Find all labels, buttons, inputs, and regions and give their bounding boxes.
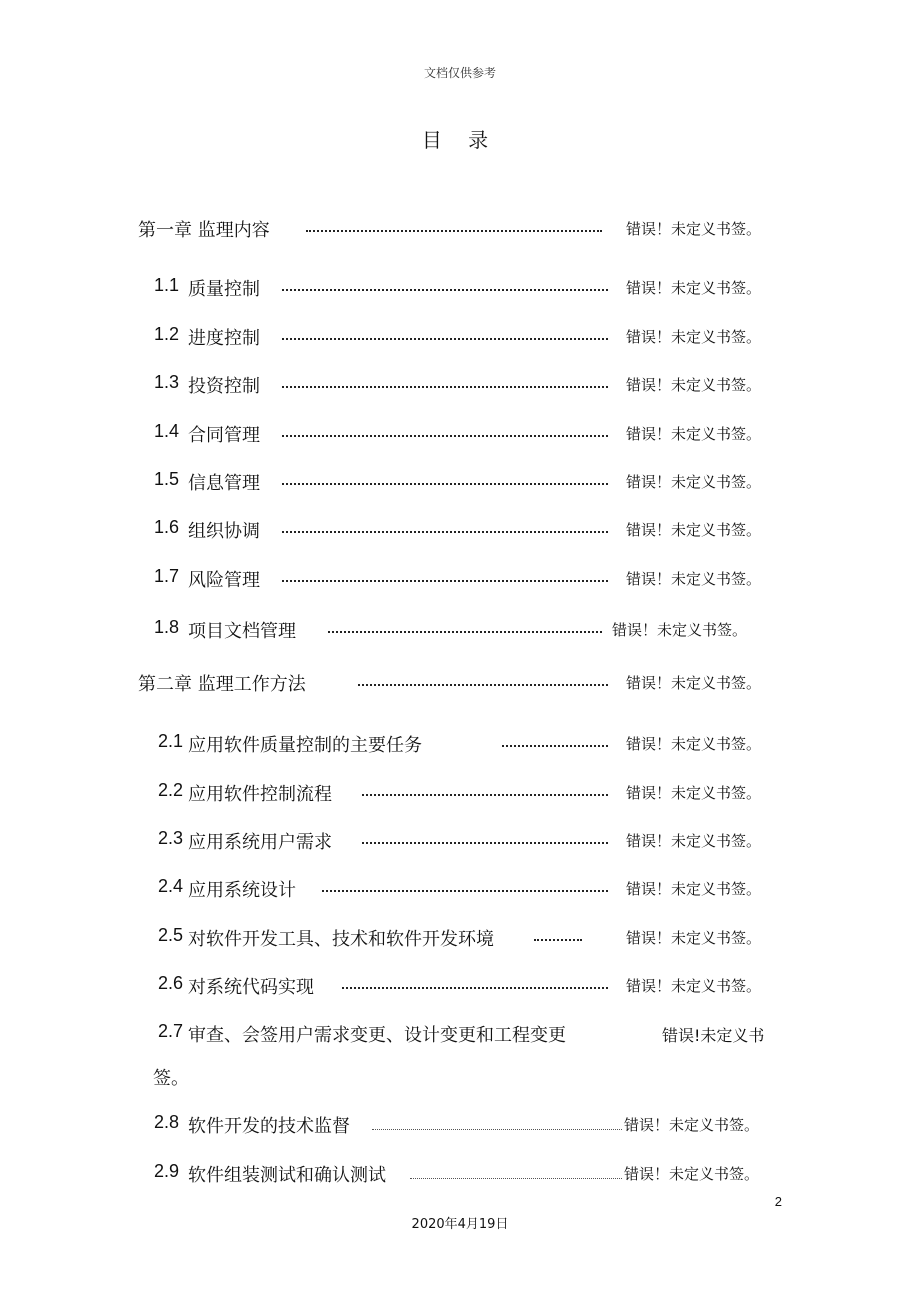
- leader-dots: [282, 435, 608, 437]
- toc-entry-chapter-2[interactable]: [138, 670, 778, 700]
- toc-entry-label: 项目文档管理: [188, 621, 296, 642]
- toc-entry-1-3[interactable]: [154, 372, 774, 402]
- toc-entry-number: 1.5: [154, 469, 180, 489]
- toc-entry-1-7[interactable]: [154, 566, 774, 596]
- page-number: 2: [774, 1194, 782, 1209]
- toc-entry-1-4[interactable]: [154, 421, 774, 451]
- bookmark-error: 错误！未定义书签。: [626, 977, 762, 995]
- toc-entry-label: 审查、会签用户需求变更、设计变更和工程变更: [188, 1025, 566, 1046]
- toc-entry-label: 投资控制: [188, 376, 260, 397]
- bookmark-error: 错误！未定义书签。: [626, 570, 762, 588]
- toc-title: 目 录: [421, 128, 499, 152]
- toc-entry-number: 1.8: [154, 617, 180, 637]
- leader-dots: [282, 338, 608, 340]
- bookmark-error: 错误！未定义书签。: [626, 376, 762, 394]
- toc-entry-label: 信息管理: [188, 473, 260, 494]
- leader-dots: [282, 531, 608, 533]
- toc-entry-label: 风险管理: [188, 570, 260, 591]
- toc-entry-number: 2.6: [158, 973, 184, 993]
- footer-date: 2020年4月19日: [411, 1217, 509, 1232]
- leader-dots: [342, 987, 608, 989]
- leader-dots: [282, 483, 608, 485]
- leader-dots: [282, 289, 608, 291]
- leader-dots: [362, 794, 608, 796]
- toc-entry-number: 1.1: [154, 275, 180, 295]
- toc-entry-1-5[interactable]: [154, 469, 774, 499]
- toc-entry-2-2[interactable]: [158, 780, 774, 810]
- toc-entry-1-1[interactable]: [154, 275, 774, 305]
- page-header: 文档仅供参考: [423, 66, 496, 80]
- toc-entry-chapter-1[interactable]: [138, 216, 778, 246]
- bookmark-error: 错误！未定义书签。: [626, 425, 762, 443]
- bookmark-error: 错误！未定义书签。: [626, 328, 762, 346]
- toc-entry-2-7[interactable]: [158, 1021, 780, 1051]
- toc-entry-label: 第一章 监理内容: [138, 220, 270, 241]
- leader-dots: [282, 386, 608, 388]
- bookmark-error: 错误！未定义书签。: [626, 279, 762, 297]
- toc-entry-number: 2.4: [158, 876, 184, 896]
- bookmark-error: 错误！未定义书签。: [626, 929, 762, 947]
- bookmark-error: 错误！未定义书签。: [626, 784, 762, 802]
- bookmark-error: 错误！未定义书签。: [612, 621, 748, 639]
- toc-entry-number: 1.6: [154, 517, 180, 537]
- toc-entry-label: 对系统代码实现: [188, 977, 314, 998]
- toc-entry-1-6[interactable]: [154, 517, 774, 547]
- toc-entry-label: 对软件开发工具、技术和软件开发环境: [188, 929, 494, 950]
- leader-dots: [410, 1178, 622, 1179]
- toc-entry-2-9[interactable]: [154, 1161, 774, 1191]
- toc-entry-number: 2.9: [154, 1161, 180, 1181]
- toc-entry-label: 应用系统设计: [188, 880, 296, 901]
- bookmark-error: 错误！未定义书签。: [626, 220, 762, 238]
- leader-dots: [534, 939, 582, 941]
- toc-entry-label: 合同管理: [188, 425, 260, 446]
- toc-entry-label: 应用软件质量控制的主要任务: [188, 735, 422, 756]
- toc-entry-1-8[interactable]: [154, 617, 774, 647]
- toc-entry-2-6[interactable]: [158, 973, 774, 1003]
- toc-entry-number: 2.8: [154, 1112, 180, 1132]
- bookmark-error: 错误！未定义书签。: [626, 674, 762, 692]
- bookmark-error: 错误！未定义书签。: [626, 473, 762, 491]
- bookmark-error: 错误！未定义书签。: [626, 521, 762, 539]
- toc-entry-number: 1.7: [154, 566, 180, 586]
- toc-entry-2-5[interactable]: [158, 925, 774, 955]
- leader-dots: [362, 842, 608, 844]
- bookmark-error: 错误！未定义书签。: [626, 832, 762, 850]
- leader-dots: [358, 684, 608, 686]
- toc-entry-number: 2.7: [158, 1021, 184, 1041]
- toc-entry-2-4[interactable]: [158, 876, 774, 906]
- toc-entry-number: 1.2: [154, 324, 180, 344]
- leader-dots: [328, 631, 602, 633]
- toc-entry-2-1[interactable]: [158, 731, 774, 761]
- toc-entry-number: 2.1: [158, 731, 184, 751]
- bookmark-error: 错误！未定义书签。: [624, 1116, 760, 1134]
- toc-entry-number: 2.2: [158, 780, 184, 800]
- toc-entry-label: 应用系统用户需求: [188, 832, 332, 853]
- toc-entry-number: 2.3: [158, 828, 184, 848]
- leader-dots: [372, 1129, 622, 1130]
- toc-entry-label: 软件组装测试和确认测试: [188, 1165, 386, 1186]
- toc-entry-label: 软件开发的技术监督: [188, 1116, 350, 1137]
- toc-entry-label: 应用软件控制流程: [188, 784, 332, 805]
- bookmark-error: 错误！未定义书签。: [626, 735, 762, 753]
- toc-entry-number: 2.5: [158, 925, 184, 945]
- toc-entry-2-7-continuation: 签。: [153, 1068, 189, 1089]
- toc-entry-number: 1.3: [154, 372, 180, 392]
- toc-entry-label: 质量控制: [188, 279, 260, 300]
- toc-entry-number: 1.4: [154, 421, 180, 441]
- toc-entry-1-2[interactable]: [154, 324, 774, 354]
- leader-dots: [502, 745, 608, 747]
- toc-entry-label: 组织协调: [188, 521, 260, 542]
- toc-entry-2-8[interactable]: [154, 1112, 774, 1142]
- bookmark-error: 错误!未定义书: [662, 1026, 765, 1045]
- leader-dots: [306, 230, 602, 232]
- bookmark-error: 错误！未定义书签。: [626, 880, 762, 898]
- toc-entry-label: 进度控制: [188, 328, 260, 349]
- bookmark-error: 错误！未定义书签。: [624, 1165, 760, 1183]
- leader-dots: [282, 580, 608, 582]
- toc-entry-2-3[interactable]: [158, 828, 774, 858]
- toc-entry-label: 第二章 监理工作方法: [138, 674, 306, 695]
- leader-dots: [322, 890, 608, 892]
